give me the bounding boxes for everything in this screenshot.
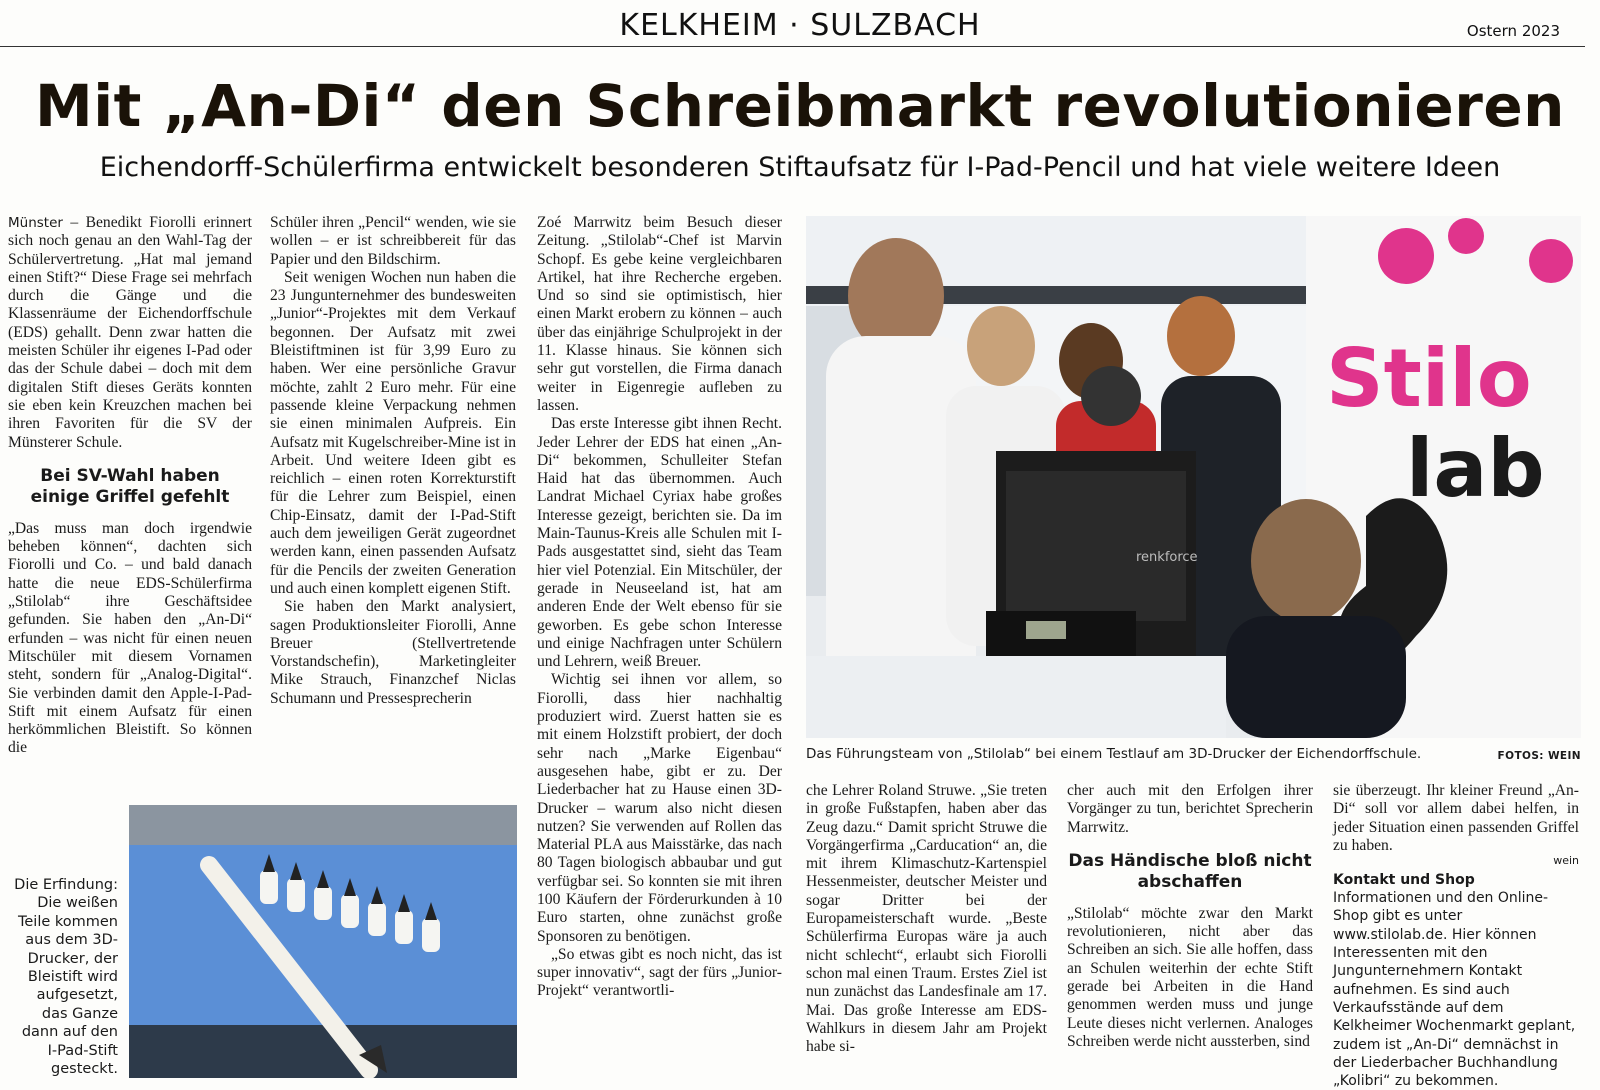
paragraph: Münster – Benedikt Fiorolli erinnert sich noch genau an den Wahl-Tag der Schülervertretung. „Hat mal jemand einen Stift?“ Diese Frage sei mehrfach durch die Gänge und die Klassenräume der Eichendorffschule (EDS) gehallt. Denn zwar hatten die meisten Schüler ihr eigenes I-Pad oder das der Schule dabei – doch mit dem digitalen Stift dieses Geräts konnten sie eben kein Kreuzchen machen bei ihren Favoriten für die SV der Münsterer Schule. xyxy=(8,214,252,451)
invention-photo-caption: Die Erfindung: Die weißen Teile kommen aus dem 3D-Drucker, der Bleistift wird aufgesetzt, das Ganze dann auf den I-Pad-Stift gesteckt. xyxy=(14,877,118,1078)
contact-box-title: Kontakt und Shop xyxy=(1333,872,1475,889)
main-photo-illustration xyxy=(806,216,1581,738)
article-column-6 xyxy=(1333,782,1579,1090)
subheadline: Eichendorff-Schülerfirma entwickelt besonderen Stiftaufsatz für I-Pad-Pencil und hat viele weitere Ideen xyxy=(99,152,1501,183)
paragraph: „So etwas gibt es noch nicht, das ist super innovativ“, sagt der fürs „Junior-Projekt“ verantwortli- xyxy=(537,945,782,1000)
paragraph: sie überzeugt. Ihr kleiner Freund „An-Di“ soll vor allem dabei helfen, in jeder Situation einen passenden Griffel zu haben. xyxy=(1333,782,1579,854)
printed-tip xyxy=(260,870,278,904)
author-signature: wein xyxy=(1553,854,1579,868)
article-column-5 xyxy=(1067,782,1313,1051)
article-column-1 xyxy=(8,214,252,758)
paragraph: cher auch mit den Erfolgen ihrer Vorgänger zu tun, berichtet Sprecherin Marrwitz. xyxy=(1067,782,1313,836)
paragraph: Seit wenigen Wochen nun haben die 23 Jungunternehmer des bundesweiten „Junior“-Projektes mit dem Verkauf begonnen. Der Aufsatz mit zwei Bleistiftminen ist für 3,99 Euro zu haben. Wer eine persönliche Gravur möchte, zahlt 2 Euro mehr. Für eine passende kleine Verpackung nehmen sie einen minimalen Aufpreis. Ein Aufsatz mit Kugelschreiber-Mine ist in Arbeit. Und weitere Ideen gibt es reichlich – einen roten Korrekturstift für die Lehrer zum Beispiel, einen Chip-Einsatz, damit der I-Pad-Stift auch dem jeweiligen Gerät zugeordnet werden kann, einen passenden Aufsatz für die Pencils der zweiten Generation und auch einen komplett eigenen Stift. xyxy=(270,268,516,597)
article-column-2 xyxy=(270,214,516,708)
main-photo-caption: Das Führungsteam von „Stilolab“ bei einem Testlauf am 3D-Drucker der Eichendorffschule. xyxy=(806,746,1422,762)
article-column-4 xyxy=(806,782,1047,1056)
section-title: KELKHEIM · SULZBACH xyxy=(619,8,981,43)
paragraph: „Stilolab“ möchte zwar den Markt revolutionieren, nicht aber das Schreiben an sich. Sie alle hoffen, dass an Schulen weiterhin der echte Stift gerade bei Arbeiten in die Hand genommen werden muss und junge Leute dieses nicht verlernen. Analoges Schreiben werde nicht aussterben, sind xyxy=(1067,904,1313,1050)
paragraph: Schüler ihren „Pencil“ wenden, wie sie wollen – er ist schreibbereit für das Papier und den Bildschirm. xyxy=(270,214,516,268)
paragraph: Zoé Marrwitz beim Besuch dieser Zeitung. „Stilolab“-Chef ist Marvin Schopf. Es gebe keine vergleichbaren Artikel, hat ihre Recherche ergeben. Und so sind sie optimistisch, hier einen Markt erobern zu können – auch über das einjährige Schulprojekt in der 11. Klasse hinaus. Sie können sich sehr gut vorstellen, die Firma danach weiter in Eigenregie aufleben zu lassen. xyxy=(537,214,782,414)
header-rule xyxy=(0,46,1585,47)
printer-brand: renkforce xyxy=(1136,550,1198,565)
main-photo xyxy=(806,216,1581,738)
paragraph: che Lehrer Roland Struwe. „Sie treten in große Fußstapfen, haben aber das Zeug dazu.“ Damit spricht Struwe die Vorgängerfirma „Carducation“ an, die mit ihrem Klimaschutz-Kartenspiel Hessenmeister, deutscher Meister und sogar Dritter bei der Europameisterschaft wurde. „Beste Schülerfirma Europas wäre ja auch nicht schlecht“, erlaubt sich Fiorolli schon mal einen Traum. Erstes Ziel ist nun zunächst das Landesfinale am 17. Mai. Das große Interesse am EDS-Wahlkurs in diesem Jahr am Projekt habe si- xyxy=(806,782,1047,1056)
printed-tip xyxy=(287,878,305,912)
banner-text-stilo: Stilo xyxy=(1326,332,1532,425)
edition-label: Ostern 2023 xyxy=(1466,22,1560,40)
contact-box-text: Informationen und den Online-Shop gibt es unter www.stilolab.de. Hier können Interessenten mit den Jungunternehmern Kontakt aufnehmen. Es sind auch Verkaufsstände auf dem Kelkheimer Wochenmarkt geplant, zudem ist „An-Di“ demnächst in der Liederbacher Buchhandlung „Kolibri“ zu bekommen. xyxy=(1333,890,1576,1090)
paragraph: Sie haben den Markt analysiert, sagen Produktionsleiter Fiorolli, Anne Breuer (Stellvertretende Vorstandschefin), Marketingleiter Mike Strauch, Finanzchef Niclas Schumann und Pressesprecherin xyxy=(270,598,516,707)
paragraph: „Das muss man doch irgendwie beheben können“, dachten sich Fiorolli und Co. – und bald danach hatte die neue EDS-Schülerfirma „Stilolab“ ihre Geschäftsidee gefunden. Sie haben den „An-Di“ erfunden – was nicht für einen neuen Mitschüler mit diesem Vornamen steht, sondern für „Analog-Digital“. Sie verbinden damit den Apple-I-Pad-Stift mit einem Aufsatz für einen herkömmlichen Bleistift. So können die xyxy=(8,519,252,757)
invention-photo xyxy=(129,805,517,1078)
photo-credit: FOTOS: WEIN xyxy=(1497,750,1581,762)
invention-photo-illustration xyxy=(129,805,517,1078)
banner-text-lab: lab xyxy=(1406,422,1545,515)
headline: Mit „An-Di“ den Schreibmarkt revolutionieren xyxy=(35,72,1565,140)
paragraph: Das erste Interesse gibt ihnen Recht. Jeder Lehrer der EDS hat einen „An-Di“ bekommen, Schulleiter Stefan Haid hat das übernommen. Auch Landrat Michael Cyriax habe großes Interesse gezeigt, berichten sie. Da im Main-Taunus-Kreis alle Schulen mit I-Pads ausgestattet sind, sieht das Team hier viel Potenzial. Ein Mitschüler, der gerade in Neuseeland ist, hat am anderen Ende der Welt ebenso für sie geworben. Es gebe schon Interesse und einige Nachfragen unter Schülern und Lehrern, weiß Breuer. xyxy=(537,415,782,671)
printed-tip xyxy=(368,902,386,936)
paragraph: Wichtig sei ihnen vor allem, so Fiorolli, dass hier nachhaltig produziert wird. Zuerst hatten sie es mit einem Holzstift probiert, der doch sehr nach „Marke Eigenbau“ ausgesehen habe, gibt er zu. Der Liederbacher hat zu Hause einen 3D-Drucker – warum also nicht diesen nutzen? Sie verwenden auf Rollen das Material PLA aus Maisstärke, das nach 80 Tagen biologisch abbaubar und gut verfügbar sei. So konnten sie mit ihren 100 Käufern der Förderurkunden à 10 Euro starten, ohne zunächst große Sponsoren zu benötigen. xyxy=(537,671,782,945)
subhead-haendische: Das Händische bloß nicht abschaffen xyxy=(1068,850,1312,892)
article-column-3 xyxy=(537,214,782,1001)
printed-tip xyxy=(395,910,413,944)
printed-tip xyxy=(422,918,440,952)
printed-tip xyxy=(314,886,332,920)
printed-tip xyxy=(341,894,359,928)
dateline: Münster xyxy=(8,215,63,231)
subhead-sv-wahl: Bei SV-Wahl haben einige Griffel gefehlt xyxy=(30,465,230,507)
